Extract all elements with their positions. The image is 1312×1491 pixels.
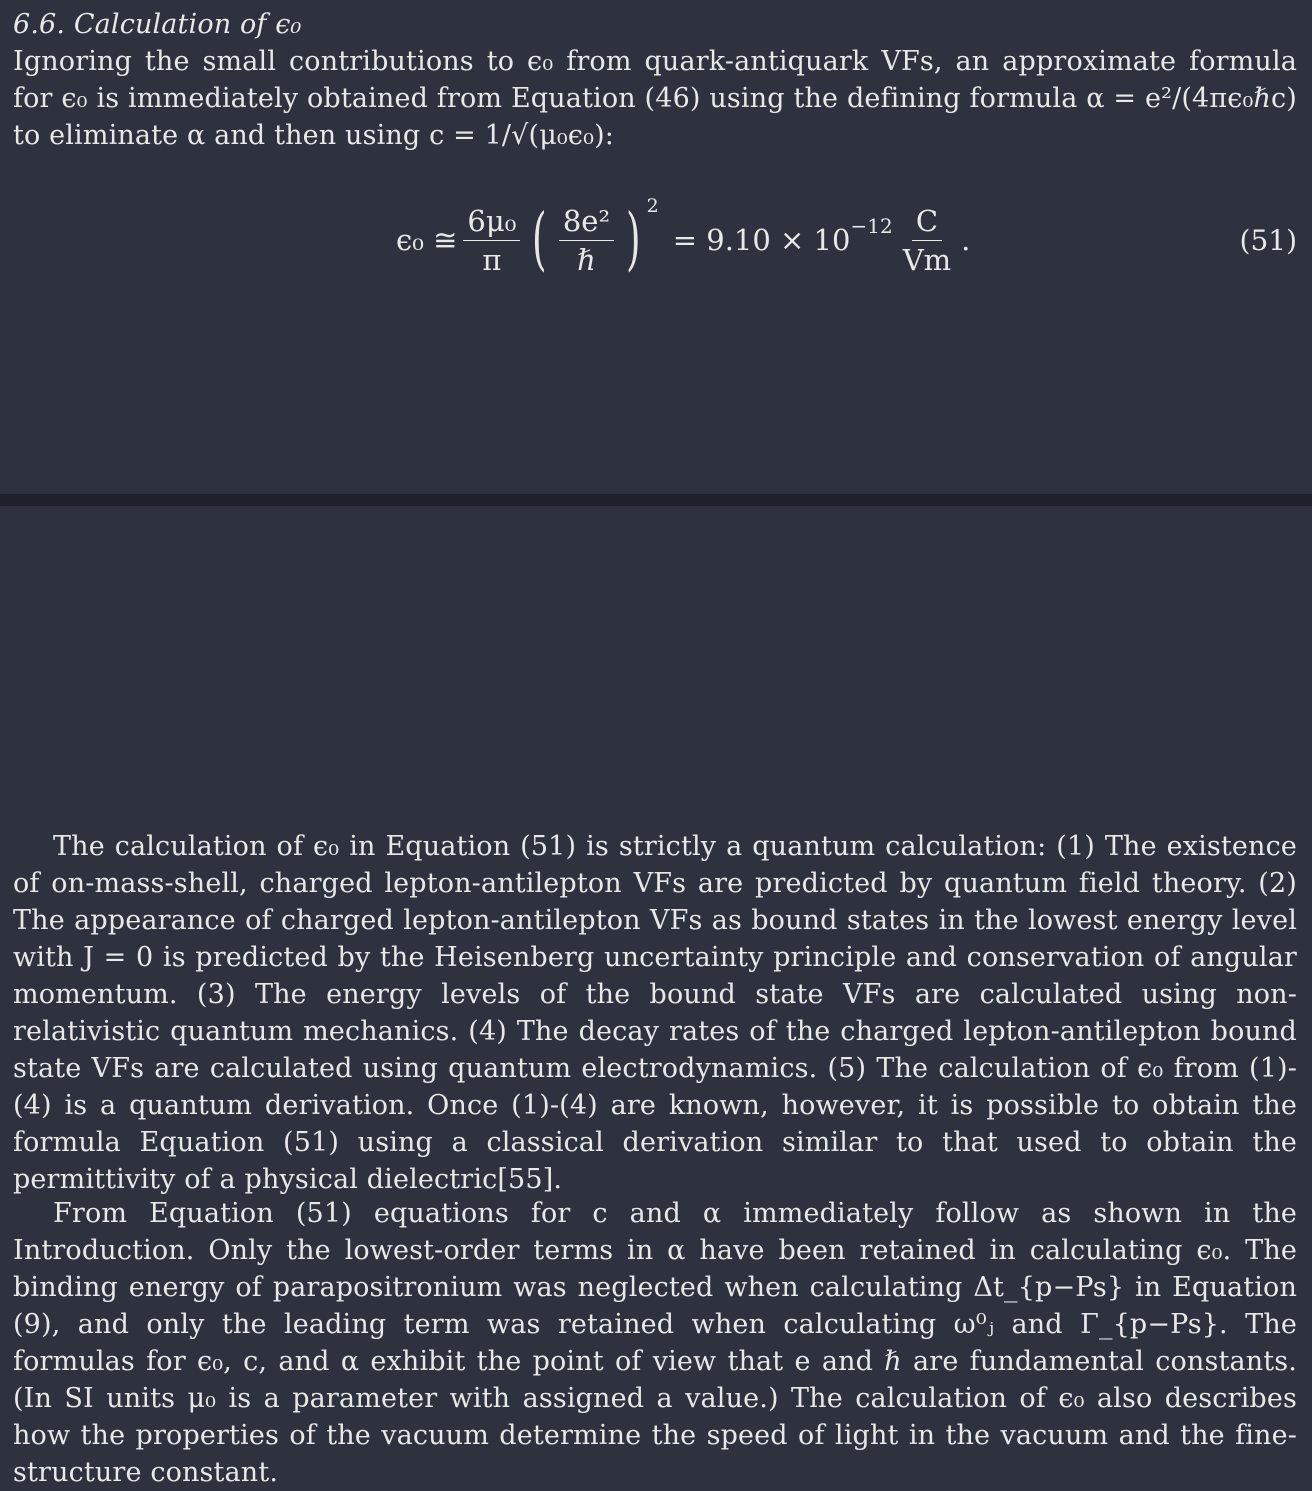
page-divider — [0, 494, 1312, 506]
unit-numerator: C — [912, 204, 942, 241]
equation-51 — [0, 185, 1312, 295]
paragraph-conclusion: From Equation (51) equations for c and α immediately follow as shown in the Introduction. Only the lowest-order terms in α have been retained in calculating ϵ₀. The binding energy of parapositronium was neglected when calculating Δt_{p−Ps} in Equation (9), and only the leading term was retained when calculating ω⁰ⱼ and Γ_{p−Ps}. The formulas for ϵ₀, c, and α exhibit the point of view that e and ℏ are fundamental constants. (In SI units μ₀ is a parameter with assigned a value.) The calculation of ϵ₀ also describes how the properties of the vacuum determine the speed of light in the vacuum and the fine-structure constant. — [13, 1198, 1297, 1488]
equation-lhs: ϵ₀ ≅ — [396, 223, 458, 257]
unit-denominator: Vm — [902, 242, 952, 277]
equation-rhs-value: = 9.10 × 10 — [672, 223, 851, 257]
unit-fraction — [899, 204, 955, 277]
coefficient-numerator: 6μ₀ — [463, 204, 520, 241]
inner-fraction — [559, 204, 614, 277]
power-exponent: 2 — [646, 195, 659, 217]
equation-body — [396, 185, 970, 295]
paragraph-quantum-calculation: The calculation of ϵ₀ in Equation (51) is strictly a quantum calculation: (1) The existence of on-mass-shell, charged lepton-antilepton VFs are predicted by quantum field theory. (2) The appearance of charged lepton-antilepton VFs as bound states in the lowest energy level with J = 0 is predicted by the Heisenberg uncertainty principle and conservation of angular momentum. (3) The energy levels of the bound state VFs are calculated using non-relativistic quantum mechanics. (4) The decay rates of the charged lepton-antilepton bound state VFs are calculated using quantum electrodynamics. (5) The calculation of ϵ₀ from (1)-(4) is a quantum derivation. Once (1)-(4) are known, however, it is possible to obtain the formula Equation (51) using a classical derivation similar to that used to obtain the permittivity of a physical dielectric[55]. — [13, 831, 1297, 1195]
paragraph-intro: Ignoring the small contributions to ϵ₀ from quark-antiquark VFs, an approximate formula for ϵ₀ is immediately obtained from Equation (46) using the defining formula α = e²/(4πϵ₀ℏc) to eliminate α and then using c = 1/√(μ₀ϵ₀): — [13, 46, 1297, 151]
left-paren: ( — [532, 200, 547, 279]
right-paren: ) — [626, 200, 641, 279]
inner-denominator: ℏ — [577, 242, 596, 277]
equation-number: (51) — [1239, 223, 1297, 257]
inner-numerator: 8e² — [559, 204, 614, 241]
coefficient-fraction — [463, 204, 520, 277]
equation-period: . — [961, 223, 971, 257]
coefficient-denominator: π — [482, 242, 502, 277]
section-heading: 6.6. Calculation of ϵ₀ — [13, 9, 302, 40]
rhs-exponent: −12 — [850, 214, 893, 238]
